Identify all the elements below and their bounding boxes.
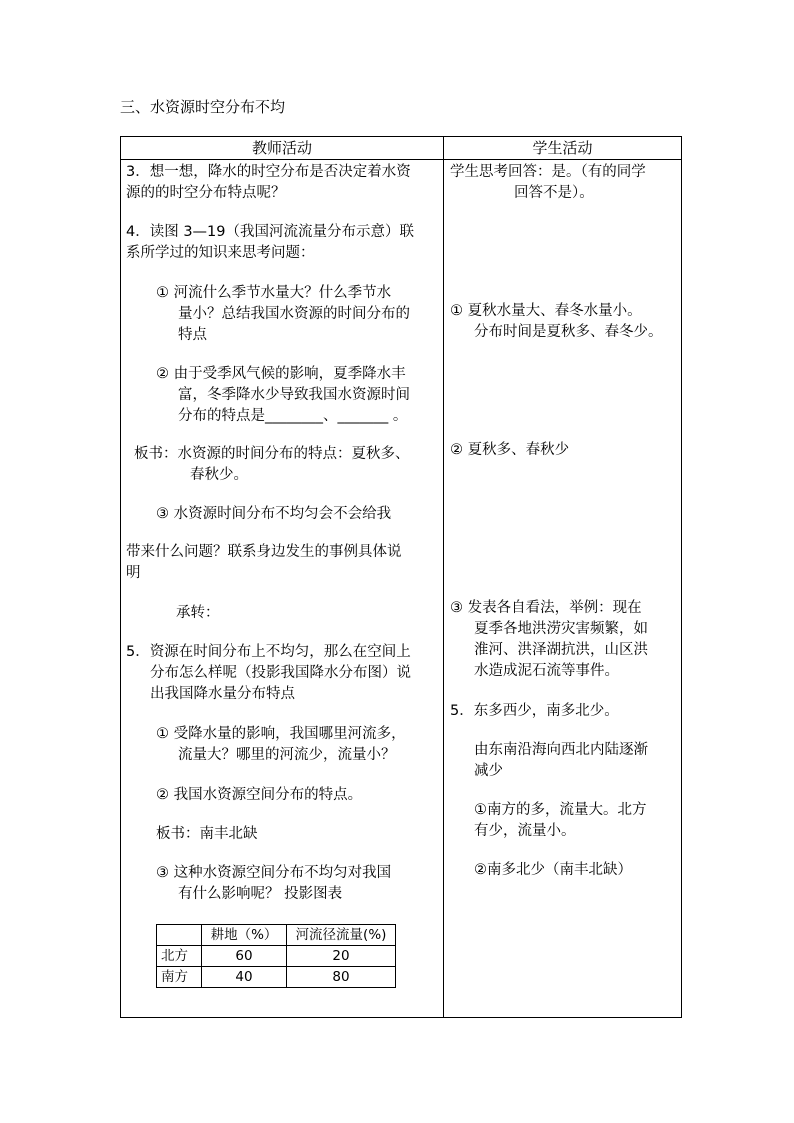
student-a4-3-line1: ③ 发表各自看法，举例：现在	[450, 600, 642, 616]
teacher-q4-3-line3: 明	[126, 565, 141, 581]
teacher-q5-3-line2: 有什么影响呢？ 投影图表	[178, 886, 343, 902]
teacher-q5-line3: 出我国降水量分布特点	[150, 686, 295, 702]
student-a4-1-line1: ① 夏秋水量大、春冬水量小。	[450, 303, 642, 319]
teacher-q5-3-line1: ③ 这种水资源空间分布不均匀对我国	[156, 865, 392, 881]
table-row-label: 南方	[157, 967, 202, 988]
table-corner-cell	[157, 925, 202, 946]
header-student-activity: 学生活动	[532, 139, 593, 157]
table-row-label: 北方	[157, 946, 202, 967]
student-a5-0-line1: 由东南沿海向西北内陆逐渐	[474, 742, 648, 758]
teacher-q4-2-line3: 分布的特点是________、_______ 。	[178, 408, 408, 424]
farmland-runoff-table	[156, 924, 396, 988]
teacher-q4-3: ③ 水资源时间分布不均匀会不会给我	[156, 506, 392, 522]
table-row	[157, 967, 396, 988]
table-cell-farmland: 40	[202, 967, 287, 988]
student-a5-0-line2: 减少	[474, 763, 503, 779]
teacher-board1-line2: 春秋少。	[190, 467, 248, 483]
teacher-q4-2-line2: 富，冬季降水少导致我国水资源时间	[178, 387, 410, 403]
student-a4-3-line3: 淮河、洪泽湖抗洪，山区洪	[474, 642, 648, 658]
teacher-q4-3-line2: 带来什么问题？联系身边发生的事例具体说	[126, 544, 402, 560]
table-cell-runoff: 80	[287, 967, 396, 988]
student-a4-3-line4: 水造成泥石流等事件。	[474, 663, 619, 679]
table-header-runoff: 河流径流量(%)	[287, 925, 396, 946]
table-column-divider	[443, 136, 444, 1018]
student-a3-line2: 回答不是）。	[514, 185, 594, 201]
teacher-q4-line2: 系所学过的知识来思考问题：	[126, 245, 315, 261]
teacher-q5-line2: 分布怎么样呢（投影我国降水分布图）说	[150, 665, 411, 681]
teacher-q5-1-line2: 流量大？哪里的河流少，流量小？	[178, 747, 396, 763]
table-header-farmland: 耕地（%）	[202, 925, 287, 946]
teacher-q4-1-line3: 特点	[178, 327, 207, 343]
table-border-bottom	[120, 1017, 682, 1018]
table-cell-runoff: 20	[287, 946, 396, 967]
teacher-transition: 承转：	[176, 605, 220, 621]
teacher-q3-line2: 源的的时空分布特点呢？	[126, 185, 286, 201]
header-teacher-activity: 教师活动	[251, 139, 312, 157]
table-border-left	[120, 136, 121, 1018]
student-a4-2: ② 夏秋多、春秋少	[450, 442, 570, 458]
teacher-q4-2-line1: ② 由于受季风气候的影响，夏季降水丰	[156, 366, 406, 382]
student-a4-3-line2: 夏季各地洪涝灾害频繁，如	[474, 621, 648, 637]
teacher-q4-1-line2: 量小？总结我国水资源的时间分布的	[178, 306, 410, 322]
student-a3-line1: 学生思考回答：是。（有的同学	[450, 164, 646, 180]
teacher-q4-line1: 4．读图 3—19（我国河流流量分布示意）联	[126, 224, 415, 240]
table-row	[157, 946, 396, 967]
table-header-row	[157, 925, 396, 946]
teacher-q3-line1: 3．想一想，降水的时空分布是否决定着水资	[126, 164, 411, 180]
student-a5-1-line2: 有少，流量小。	[474, 823, 576, 839]
teacher-board1-line1: 板书：水资源的时间分布的特点：夏秋多、	[134, 446, 410, 462]
student-a5-1-line1: ①南方的多，流量大。北方	[474, 802, 647, 818]
table-border-right	[681, 136, 682, 1018]
table-header-divider	[120, 159, 682, 160]
student-a4-1-line2: 分布时间是夏秋多、春冬少。	[474, 324, 663, 340]
student-a5: 5．东多西少，南多北少。	[450, 703, 619, 719]
teacher-q4-1-line1: ① 河流什么季节水量大？什么季节水	[156, 285, 392, 301]
section-title: 三、水资源时空分布不均	[120, 98, 286, 116]
teacher-q5-1-line1: ① 受降水量的影响，我国哪里河流多，	[156, 726, 406, 742]
student-a5-2: ②南多北少（南丰北缺）	[474, 862, 632, 878]
table-cell-farmland: 60	[202, 946, 287, 967]
teacher-q5-line1: 5．资源在时间分布上不均匀，那么在空间上	[126, 644, 411, 660]
teacher-board2: 板书：南丰北缺	[156, 826, 258, 842]
teacher-q5-2: ② 我国水资源空间分布的特点。	[156, 787, 363, 803]
